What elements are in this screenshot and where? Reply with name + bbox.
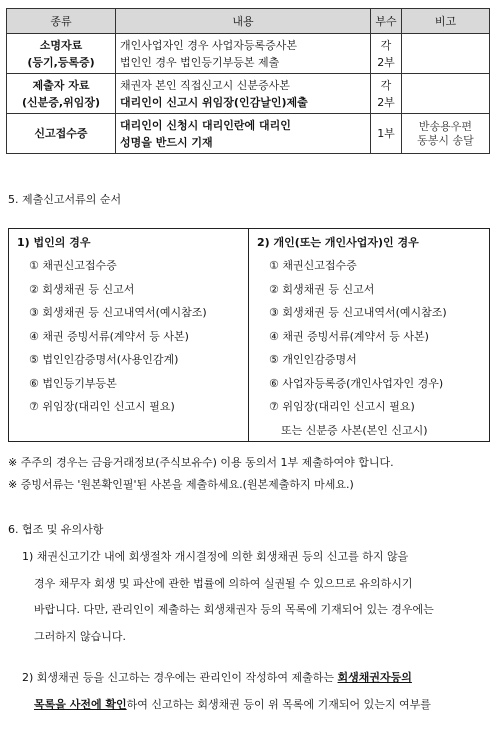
- row-desc: [116, 74, 371, 114]
- list-item: 또는 신분증 사본(본인 신고시): [281, 423, 428, 437]
- list-item: ③ 회생채권 등 신고내역서(예시참조): [269, 306, 447, 319]
- copies-line: 2부: [377, 55, 395, 69]
- row-desc: [116, 34, 371, 74]
- note-line: 동봉시 송달: [417, 133, 474, 147]
- list-item: ⑦ 위임장(대리인 신고시 필요): [29, 400, 175, 413]
- list-item: ③ 회생채권 등 신고내역서(예시참조): [29, 306, 207, 319]
- copies-line: 1부: [377, 127, 395, 140]
- table-row: [7, 74, 490, 114]
- emphasis-text: 회생채권자등의: [337, 671, 412, 684]
- row-note: [402, 34, 490, 74]
- kind-line: 소명자료: [39, 38, 83, 52]
- kind-line: 신고접수증: [34, 127, 88, 140]
- kind-line: (등기,등록증): [27, 55, 95, 69]
- note-line: 반송용우편: [418, 119, 473, 133]
- desc-line: 대리인이 신고시 위임장(인감날인)제출: [120, 95, 308, 109]
- list-item: ② 회생채권 등 신고서: [269, 282, 375, 296]
- paragraph-text: 2) 회생채권 등을 신고하는 경우에는 관리인이 작성하여 제출하는: [22, 671, 338, 684]
- emphasis-text: 목록을 사전에 확인: [34, 697, 127, 711]
- desc-line: 채권자 본인 직접신고시 신분증사본: [120, 78, 290, 92]
- header-note: 비고: [402, 9, 490, 34]
- table-row: [7, 34, 490, 74]
- row-kind: [7, 114, 116, 154]
- paragraph-line: [22, 665, 490, 692]
- kind-line: 제출자 자료: [32, 78, 90, 92]
- list-item: ⑤ 법인인감증명서(사용인감계): [29, 353, 179, 366]
- copies-line: 2부: [377, 95, 395, 109]
- list-item: ② 회생채권 등 신고서: [29, 282, 135, 296]
- corporation-title: 1) 법인의 경우: [17, 236, 91, 249]
- header-content: 내용: [116, 9, 371, 34]
- caution-paragraph-2: [22, 665, 490, 718]
- desc-line: 개인사업자인 경우 사업자등록증사본: [120, 38, 298, 52]
- list-item: ④ 채권 증빙서류(계약서 등 사본): [269, 329, 429, 343]
- individual-column: [249, 229, 489, 441]
- row-note: [402, 114, 490, 154]
- row-kind: [7, 34, 116, 74]
- header-kind: 종류: [7, 9, 116, 34]
- paragraph-text: 하여 신고하는 회생채권 등이 위 목록에 기재되어 있는지 여부를: [126, 697, 431, 711]
- section-5-title: 5. 제출신고서류의 순서: [8, 193, 122, 206]
- section-6-title: 6. 협조 및 유의사항: [8, 523, 104, 536]
- desc-line: 법인인 경우 법인등기부등본 제출: [120, 55, 280, 69]
- header-copies: 부수: [371, 9, 402, 34]
- row-copies: [371, 114, 402, 154]
- paragraph-line: 그러하지 않습니다.: [34, 629, 127, 643]
- table-row: [7, 114, 490, 154]
- desc-line: 대리인이 신청시 대리인란에 대리인: [120, 118, 291, 132]
- list-item: ① 채권신고접수증: [29, 259, 117, 272]
- corporation-column: [9, 229, 249, 441]
- paragraph-line: [22, 692, 490, 719]
- submission-documents-table: [6, 8, 490, 154]
- paragraph-line: 경우 채무자 회생 및 파산에 관한 법률에 의하여 실권될 수 있으므로 유의하시기: [34, 576, 413, 590]
- copies-line: 각: [380, 78, 392, 92]
- table-header-row: [7, 9, 490, 34]
- desc-line: 성명을 반드시 기재: [120, 135, 213, 149]
- copies-line: 각: [380, 38, 392, 52]
- note-line: ※ 주주의 경우는 금융거래정보(주식보유수) 이용 동의서 1부 제출하여야 합니다.: [8, 456, 394, 469]
- kind-line: (신분증,위임장): [22, 95, 100, 109]
- note-line: ※ 증빙서류는 '원본확인필'된 사본을 제출하세요.(원본제출하지 마세요.): [8, 478, 354, 491]
- list-item: ⑦ 위임장(대리인 신고시 필요): [269, 400, 415, 413]
- row-note: [402, 74, 490, 114]
- row-copies: [371, 74, 402, 114]
- list-item: ⑥ 법인등기부등본: [29, 376, 117, 390]
- notes: [8, 452, 498, 496]
- row-kind: [7, 74, 116, 114]
- list-item: ⑤ 개인인감증명서: [269, 353, 357, 366]
- row-desc: [116, 114, 371, 154]
- paragraph-line: 1) 채권신고기간 내에 회생절차 개시결정에 의한 회생채권 등의 신고를 하지 않을: [22, 550, 409, 563]
- list-item: ① 채권신고접수증: [269, 259, 357, 272]
- row-copies: [371, 34, 402, 74]
- list-item: ④ 채권 증빙서류(계약서 등 사본): [29, 329, 189, 343]
- individual-title: 2) 개인(또는 개인사업자)인 경우: [257, 236, 419, 249]
- caution-paragraph-1: [22, 544, 490, 650]
- document-order-box: [8, 228, 490, 442]
- paragraph-line: 바랍니다. 다만, 관리인이 제출하는 회생채권자 등의 목록에 기재되어 있는 경우에는: [34, 603, 434, 616]
- list-item: ⑥ 사업자등록증(개인사업자인 경우): [269, 376, 444, 390]
